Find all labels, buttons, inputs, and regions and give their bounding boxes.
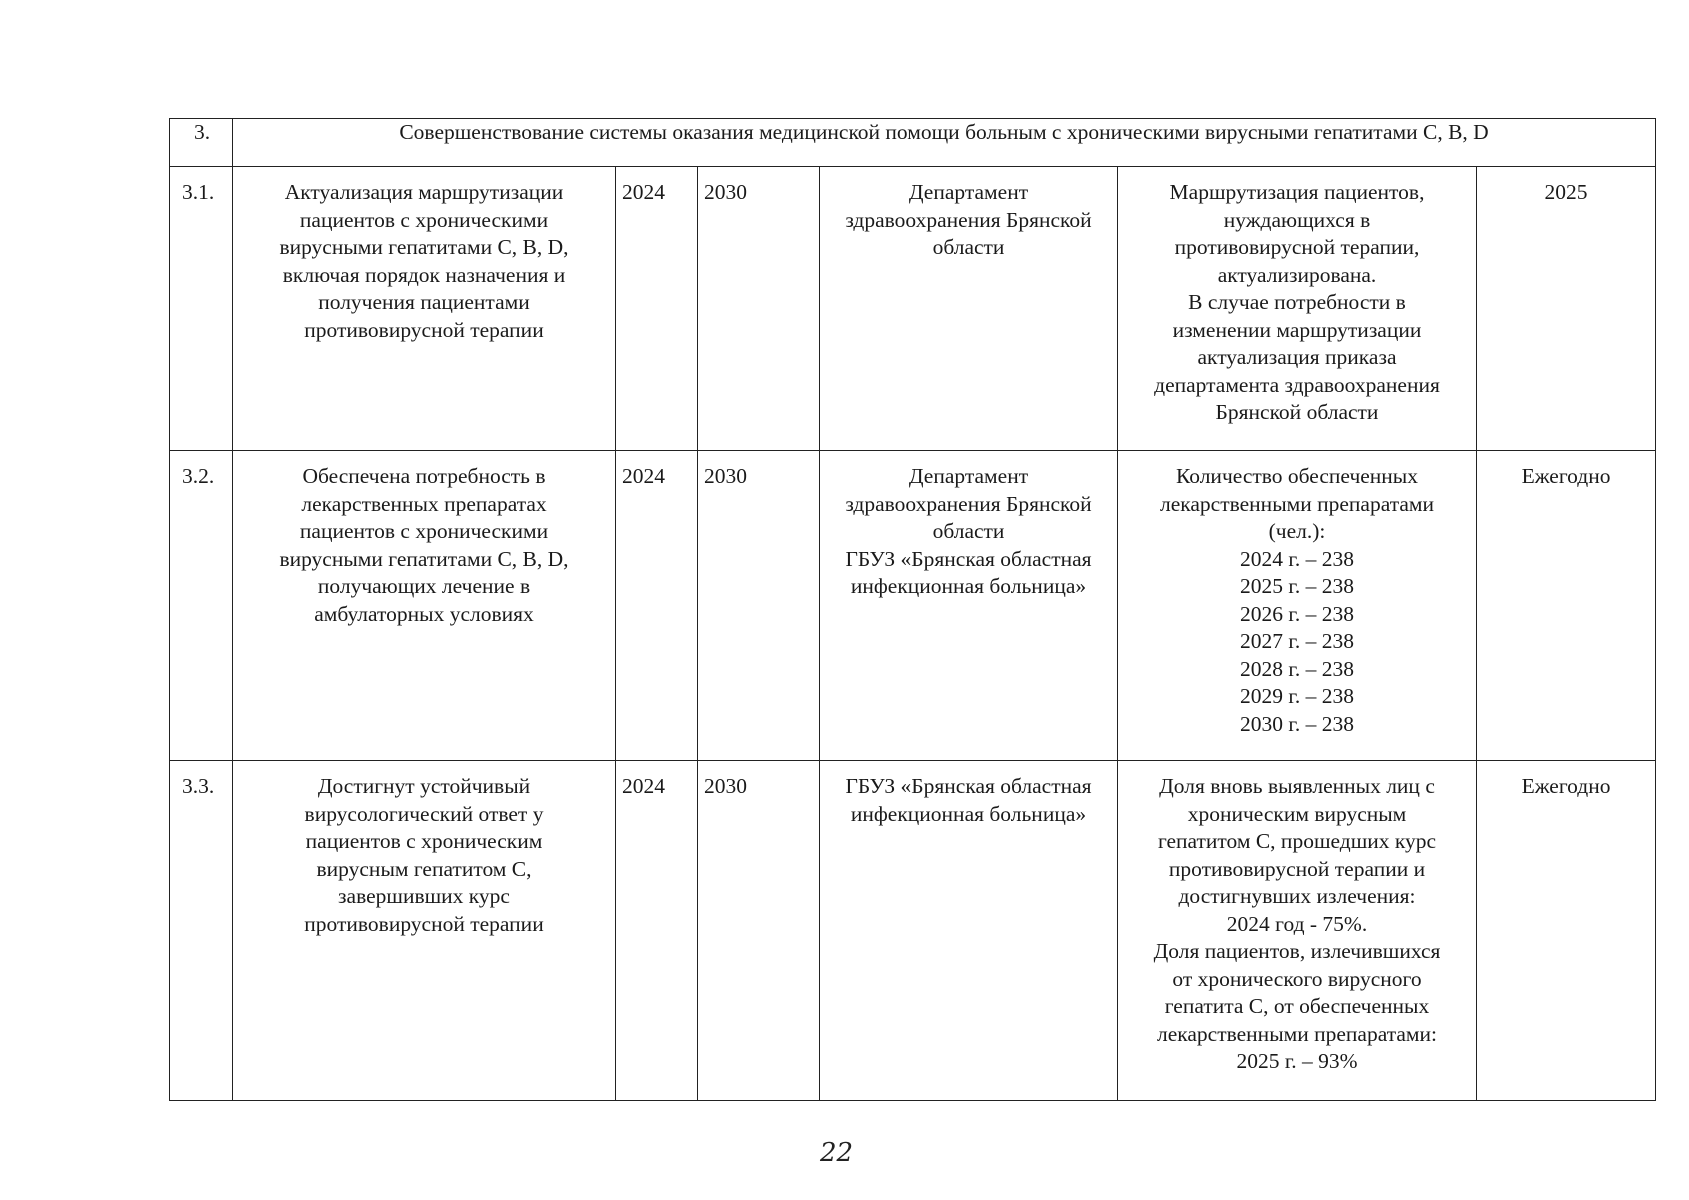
table-row xyxy=(170,761,1656,1101)
cell-line: вирусными гепатитами C, B, D, xyxy=(279,235,569,259)
end-year: 2030 xyxy=(698,451,820,761)
cell-line: пациентов с хроническими xyxy=(299,519,549,543)
cell-line: области xyxy=(932,519,1005,543)
cell-line: Количество обеспеченных xyxy=(1175,464,1419,488)
cell-line: ГБУЗ «Брянская областная xyxy=(845,774,1092,798)
start-year: 2024 xyxy=(616,761,698,1101)
cell-line: нуждающихся в xyxy=(1223,207,1371,232)
cell-line: 2025 г. – 93% xyxy=(1236,1049,1358,1073)
cell-line: Брянской области xyxy=(1215,400,1379,424)
end-year: 2030 xyxy=(698,167,820,451)
cell-line: противовирусной терапии и xyxy=(1168,856,1426,881)
expected-result xyxy=(1118,761,1477,1101)
cell-line: инфекционная больница» xyxy=(850,574,1087,598)
expected-result xyxy=(1118,167,1477,451)
section-title: Совершенствование системы оказания медицинской помощи больным с хроническими вирусными гепатитами C, B, D xyxy=(233,119,1656,167)
start-year: 2024 xyxy=(616,451,698,761)
cell-line: Департамент xyxy=(908,180,1029,204)
cell-line: 2028 г. – 238 xyxy=(1240,656,1354,681)
cell-line: изменении маршрутизации xyxy=(1172,317,1422,342)
cell-line: гепатитом С, прошедших курс xyxy=(1157,829,1437,853)
cell-line: актуализирована. xyxy=(1217,262,1377,287)
cell-line: лекарственными препаратами: xyxy=(1156,1021,1437,1046)
section-header-row xyxy=(170,119,1656,167)
deadline: Ежегодно xyxy=(1477,451,1656,761)
cell-line: Обеспечена потребность в xyxy=(302,464,546,488)
cell-line: противовирусной терапии, xyxy=(1174,235,1420,259)
row-number: 3.3. xyxy=(170,761,233,1101)
cell-line: 2030 г. – 238 xyxy=(1240,711,1354,736)
cell-line: вирусными гепатитами C, B, D, xyxy=(279,546,569,571)
expected-result xyxy=(1118,451,1477,761)
cell-line: (чел.): xyxy=(1268,519,1326,543)
cell-line: Актуализация маршрутизации xyxy=(284,180,564,204)
cell-line: хроническим вирусным xyxy=(1187,801,1407,826)
cell-line: ГБУЗ «Брянская областная xyxy=(845,546,1092,571)
cell-line: Маршрутизация пациентов, xyxy=(1169,180,1425,204)
cell-line: достигнувших излечения: xyxy=(1178,884,1416,908)
page-number: 22 xyxy=(820,1138,854,1168)
cell-line: области xyxy=(932,235,1005,259)
row-number: 3.2. xyxy=(170,451,233,761)
responsible-executor xyxy=(820,167,1118,451)
cell-line: вирусологический ответ у xyxy=(304,801,544,826)
cell-line: лекарственных препаратах xyxy=(301,491,547,516)
cell-line: 2024 г. – 238 xyxy=(1240,546,1354,571)
cell-line: противовирусной терапии xyxy=(304,317,544,342)
cell-line: здравоохранения Брянской xyxy=(845,207,1092,232)
cell-line: получающих лечение в xyxy=(317,574,531,598)
cell-line: Достигнут устойчивый xyxy=(317,774,531,798)
cell-line: В случае потребности в xyxy=(1188,290,1406,314)
cell-line: 2027 г. – 238 xyxy=(1240,629,1354,653)
measures-table xyxy=(169,118,1656,1101)
deadline: Ежегодно xyxy=(1477,761,1656,1101)
cell-line: пациентов с хроническим xyxy=(305,829,543,853)
cell-line: амбулаторных условиях xyxy=(314,601,534,626)
cell-line: Доля пациентов, излечившихся xyxy=(1153,939,1441,963)
start-year: 2024 xyxy=(616,167,698,451)
measure-name xyxy=(233,167,616,451)
row-number: 3.1. xyxy=(170,167,233,451)
cell-line: 2026 г. – 238 xyxy=(1240,601,1354,626)
responsible-executor xyxy=(820,761,1118,1101)
section-number: 3. xyxy=(170,119,233,167)
cell-line: актуализация приказа xyxy=(1197,345,1397,369)
cell-line: здравоохранения Брянской xyxy=(845,491,1092,516)
cell-line: Департамент xyxy=(908,464,1029,488)
cell-line: Доля вновь выявленных лиц с xyxy=(1159,774,1435,798)
cell-line: 2029 г. – 238 xyxy=(1240,684,1354,708)
measure-name xyxy=(233,761,616,1101)
cell-line: 2024 год - 75%. xyxy=(1226,911,1368,936)
cell-line: департамента здравоохранения xyxy=(1154,372,1440,397)
cell-line: вирусным гепатитом С, xyxy=(316,856,532,881)
cell-line: от хронического вирусного xyxy=(1172,966,1422,991)
cell-line: гепатита С, от обеспеченных xyxy=(1164,994,1430,1018)
cell-line: получения пациентами xyxy=(318,290,530,314)
cell-line: противовирусной терапии xyxy=(304,911,544,936)
cell-line: лекарственными препаратами xyxy=(1159,491,1435,516)
table-row xyxy=(170,451,1656,761)
table-row xyxy=(170,167,1656,451)
measure-name xyxy=(233,451,616,761)
cell-line: пациентов с хроническими xyxy=(299,207,549,232)
responsible-executor xyxy=(820,451,1118,761)
deadline: 2025 xyxy=(1477,167,1656,451)
cell-line: завершивших курс xyxy=(338,884,510,908)
end-year: 2030 xyxy=(698,761,820,1101)
cell-line: инфекционная больница» xyxy=(850,801,1087,826)
cell-line: 2025 г. – 238 xyxy=(1240,574,1354,598)
cell-line: включая порядок назначения и xyxy=(282,262,566,287)
